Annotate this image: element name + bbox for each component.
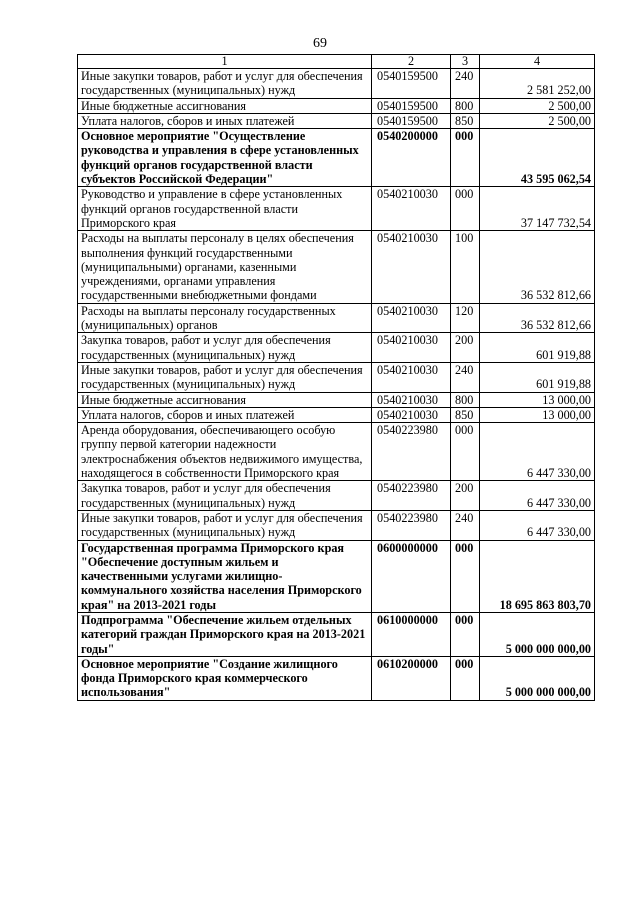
- page-number: 69: [313, 36, 327, 51]
- row-name-cell: Расходы на выплаты персоналу в целях обеспечения выполнения функций государственными (муниципальными) органами, казенными учреждениями, органами управления государственными внебюджетными фондами: [78, 231, 372, 303]
- row-type-cell: 000: [451, 612, 480, 656]
- row-name-cell: Иные бюджетные ассигнования: [78, 98, 372, 113]
- row-name-cell: Уплата налогов, сборов и иных платежей: [78, 407, 372, 422]
- row-name-cell: Иные закупки товаров, работ и услуг для обеспечения государственных (муниципальных) нужд: [78, 69, 372, 99]
- row-code-cell: 0610000000: [372, 612, 451, 656]
- row-name-cell: Основное мероприятие "Осуществление руководства и управления в сфере установленных функций органов государственной власти субъектов Российской Федерации": [78, 129, 372, 187]
- header-cell-name: 1: [78, 55, 372, 69]
- row-type-cell: 200: [451, 333, 480, 363]
- row-code-cell: 0540210030: [372, 231, 451, 303]
- row-code-cell: 0540223980: [372, 510, 451, 540]
- table-row: [78, 612, 595, 656]
- table-row: [78, 407, 595, 422]
- row-amount-cell: 601 919,88: [480, 362, 595, 392]
- row-amount-cell: 18 695 863 803,70: [480, 540, 595, 612]
- row-name-cell: Иные бюджетные ассигнования: [78, 392, 372, 407]
- row-type-cell: 000: [451, 187, 480, 231]
- table-row: [78, 333, 595, 363]
- table-row: [78, 656, 595, 700]
- row-amount-cell: 2 500,00: [480, 98, 595, 113]
- row-name-cell: Иные закупки товаров, работ и услуг для обеспечения государственных (муниципальных) нужд: [78, 510, 372, 540]
- table-row: [78, 129, 595, 187]
- row-code-cell: 0540159500: [372, 113, 451, 128]
- row-type-cell: 240: [451, 510, 480, 540]
- row-name-cell: Закупка товаров, работ и услуг для обеспечения государственных (муниципальных) нужд: [78, 481, 372, 511]
- table-row: [78, 187, 595, 231]
- table-row: [78, 510, 595, 540]
- row-amount-cell: 43 595 062,54: [480, 129, 595, 187]
- row-name-cell: Уплата налогов, сборов и иных платежей: [78, 113, 372, 128]
- row-type-cell: 850: [451, 407, 480, 422]
- row-type-cell: 000: [451, 129, 480, 187]
- row-code-cell: 0540159500: [372, 98, 451, 113]
- budget-table: [77, 54, 595, 701]
- row-amount-cell: 2 581 252,00: [480, 69, 595, 99]
- row-code-cell: 0540210030: [372, 392, 451, 407]
- row-amount-cell: 5 000 000 000,00: [480, 612, 595, 656]
- row-code-cell: 0600000000: [372, 540, 451, 612]
- row-code-cell: 0540210030: [372, 303, 451, 333]
- row-code-cell: 0540223980: [372, 481, 451, 511]
- row-code-cell: 0540210030: [372, 333, 451, 363]
- table-row: [78, 392, 595, 407]
- row-amount-cell: 601 919,88: [480, 333, 595, 363]
- row-code-cell: 0540159500: [372, 69, 451, 99]
- row-code-cell: 0540223980: [372, 423, 451, 481]
- row-type-cell: 850: [451, 113, 480, 128]
- header-cell-amount: 4: [480, 55, 595, 69]
- row-type-cell: 120: [451, 303, 480, 333]
- row-name-cell: Государственная программа Приморского края "Обеспечение доступным жильем и качественными услугами жилищно-коммунального хозяйства населения Приморского края" на 2013-2021 годы: [78, 540, 372, 612]
- table-row: [78, 423, 595, 481]
- row-amount-cell: 37 147 732,54: [480, 187, 595, 231]
- table-row: [78, 362, 595, 392]
- row-type-cell: 800: [451, 392, 480, 407]
- table-row: [78, 540, 595, 612]
- table-header-row: [78, 55, 595, 69]
- row-type-cell: 000: [451, 656, 480, 700]
- table-body: [78, 69, 595, 701]
- table-row: [78, 69, 595, 99]
- row-name-cell: Руководство и управление в сфере установленных функций органов государственной власти Приморского края: [78, 187, 372, 231]
- header-cell-type: 3: [451, 55, 480, 69]
- row-amount-cell: 2 500,00: [480, 113, 595, 128]
- row-amount-cell: 36 532 812,66: [480, 303, 595, 333]
- row-amount-cell: 5 000 000 000,00: [480, 656, 595, 700]
- table-row: [78, 113, 595, 128]
- row-code-cell: 0540210030: [372, 362, 451, 392]
- row-type-cell: 000: [451, 540, 480, 612]
- row-name-cell: Аренда оборудования, обеспечивающего особую группу первой категории надежности электроснабжения объектов недвижимого имущества, находящегося в собственности Приморского края: [78, 423, 372, 481]
- row-type-cell: 240: [451, 362, 480, 392]
- header-cell-code: 2: [372, 55, 451, 69]
- row-name-cell: Расходы на выплаты персоналу государственных (муниципальных) органов: [78, 303, 372, 333]
- row-amount-cell: 6 447 330,00: [480, 510, 595, 540]
- row-type-cell: 240: [451, 69, 480, 99]
- row-amount-cell: 13 000,00: [480, 392, 595, 407]
- table-row: [78, 231, 595, 303]
- row-name-cell: Закупка товаров, работ и услуг для обеспечения государственных (муниципальных) нужд: [78, 333, 372, 363]
- row-amount-cell: 6 447 330,00: [480, 423, 595, 481]
- row-type-cell: 000: [451, 423, 480, 481]
- row-amount-cell: 6 447 330,00: [480, 481, 595, 511]
- row-code-cell: 0540210030: [372, 187, 451, 231]
- row-amount-cell: 13 000,00: [480, 407, 595, 422]
- row-code-cell: 0540200000: [372, 129, 451, 187]
- table-row: [78, 303, 595, 333]
- row-amount-cell: 36 532 812,66: [480, 231, 595, 303]
- row-name-cell: Подпрограмма "Обеспечение жильем отдельных категорий граждан Приморского края на 2013-2021 годы": [78, 612, 372, 656]
- table-row: [78, 98, 595, 113]
- table-row: [78, 481, 595, 511]
- row-name-cell: Иные закупки товаров, работ и услуг для обеспечения государственных (муниципальных) нужд: [78, 362, 372, 392]
- row-type-cell: 800: [451, 98, 480, 113]
- row-type-cell: 100: [451, 231, 480, 303]
- row-code-cell: 0610200000: [372, 656, 451, 700]
- row-name-cell: Основное мероприятие "Создание жилищного фонда Приморского края коммерческого использования": [78, 656, 372, 700]
- row-code-cell: 0540210030: [372, 407, 451, 422]
- row-type-cell: 200: [451, 481, 480, 511]
